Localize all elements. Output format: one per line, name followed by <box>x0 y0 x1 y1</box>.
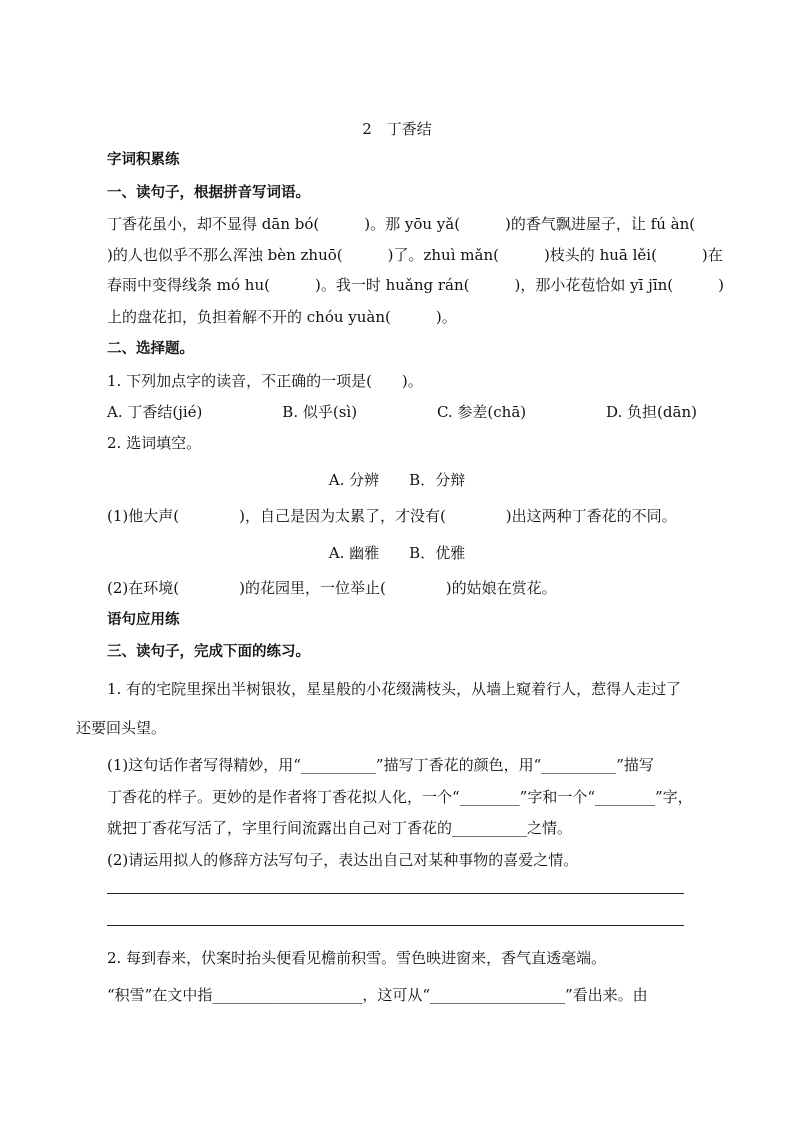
q2-choice-2: A. 幽雅 B．优雅 <box>328 544 466 562</box>
q2-sentence-1: (1)他大声( )，自己是因为太累了，才没有( )出这两种丁香花的不同。 <box>107 507 677 525</box>
q3-passage-2: 2. 每到春来，伏案时抬头便看见檐前积雪。雪色映进窗来，香气直透毫端。 <box>107 949 607 967</box>
q2-item-2: 2. 选词填空。 <box>107 434 202 452</box>
q3-passage-1b: 还要回头望。 <box>76 719 167 737</box>
q1-line-1: 丁香花虽小，却不显得 dān bó( )。那 yōu yǎ( )的香气飘进屋子，让 fú àn( <box>107 215 696 233</box>
q1-line-2: )的人也似乎不那么浑浊 bèn zhuō( )了。zhuì mǎn( )枝头的 huā lěi( )在 <box>107 246 723 264</box>
q2-choice-1: A. 分辨 B．分辩 <box>328 471 466 489</box>
q1-line-3: 春雨中变得线条 mó hu( )。我一时 huǎng rán( )，那小花苞恰如 yī jīn( ) <box>107 276 724 294</box>
q2-item-1: 1. 下列加点字的读音，不正确的一项是( )。 <box>107 372 423 390</box>
section-sentence-use: 语句应用练 <box>107 612 180 628</box>
q3-sub2: (2)请运用拟人的修辞方法写句子，表达出自己对某种事物的喜爱之情。 <box>107 851 579 869</box>
q3-passage-1a: 1. 有的宅院里探出半树银妆，星星般的小花缀满枝头，从墙上窥着行人，惹得人走过了 <box>107 680 682 698</box>
q2-sentence-2: (2)在环境( )的花园里，一位举止( )的姑娘在赏花。 <box>107 579 557 597</box>
q2-options <box>107 402 697 422</box>
q3-heading: 三、读句子，完成下面的练习。 <box>107 644 310 660</box>
q1-heading: 一、读句子，根据拼音写词语。 <box>107 185 310 201</box>
option-b: B. 似乎(sì) <box>282 403 358 421</box>
answer-line-2[interactable] <box>107 925 684 926</box>
q3-sub1-line-3: 就把丁香花写活了，字里行间流露出自己对丁香花的__________之情。 <box>107 819 573 837</box>
q2-heading: 二、选择题。 <box>107 341 194 357</box>
section-vocabulary: 字词积累练 <box>107 152 180 168</box>
answer-line-1[interactable] <box>107 893 684 894</box>
option-d: D. 负担(dān) <box>606 403 697 421</box>
option-a: A. 丁香结(jié) <box>107 403 203 421</box>
q3-sub1-line-2: 丁香花的样子。更妙的是作者将丁香花拟人化，一个“________”字和一个“________”字， <box>107 788 693 806</box>
lesson-title: 2 丁香结 <box>362 120 432 138</box>
q3-passage-2-question: “积雪”在文中指____________________，这可从“__________________”看出来。由 <box>107 986 648 1004</box>
q1-line-4: 上的盘花扣，负担着解不开的 chóu yuàn( )。 <box>107 308 457 326</box>
option-c: C. 参差(chā) <box>436 403 527 421</box>
q3-sub1-line-1: (1)这句话作者写得精妙，用“__________”描写丁香花的颜色，用“__________”描写 <box>107 756 654 774</box>
